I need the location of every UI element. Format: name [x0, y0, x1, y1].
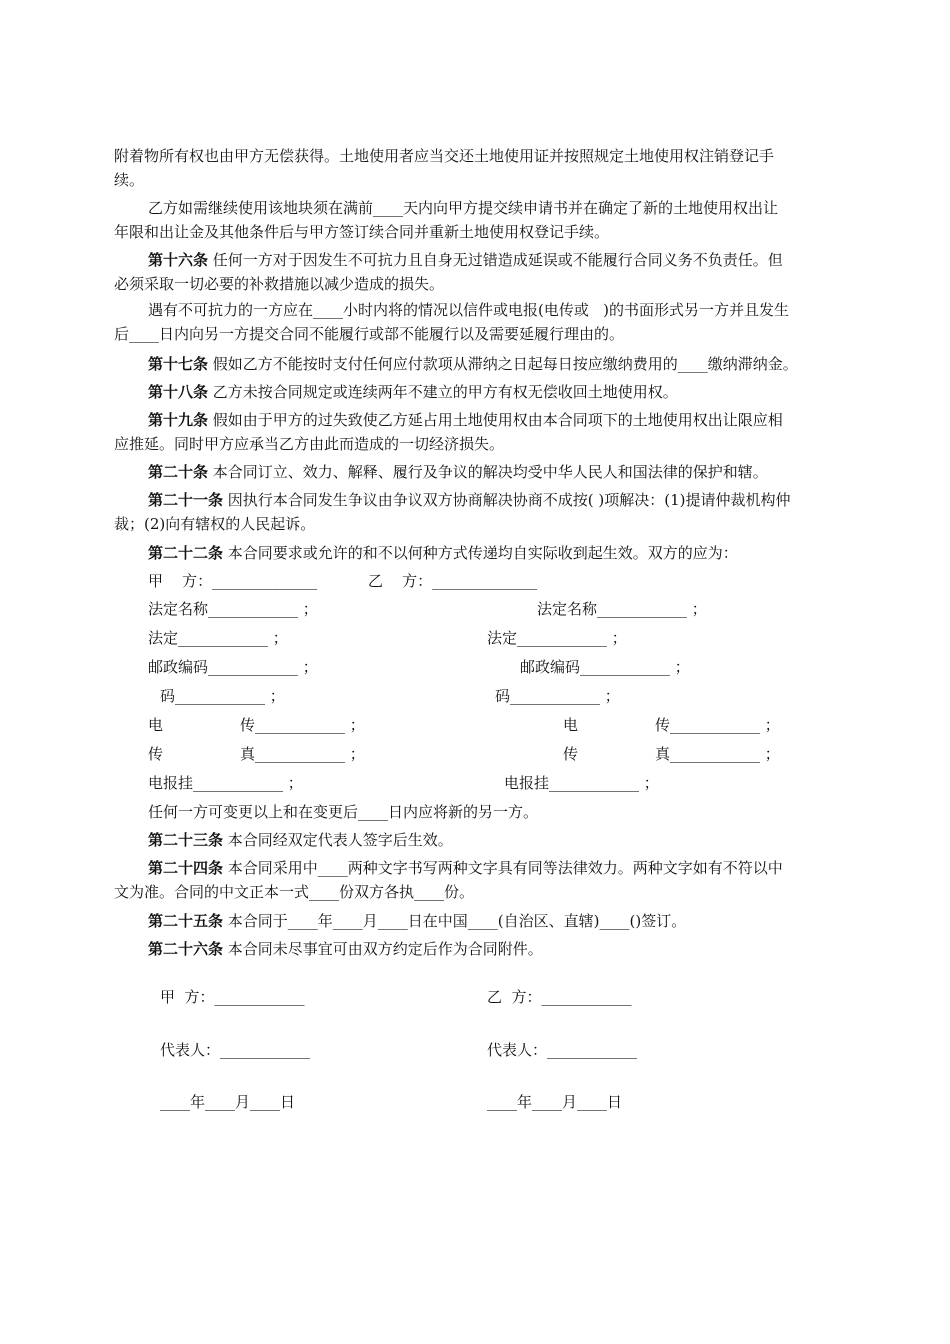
article-text: 因执行本合同发生争议由争议双方协商解决协商不成按( )项解决：(1)提请仲裁机构仲: [223, 491, 791, 509]
article-label: 第二十四条: [148, 859, 224, 877]
article-17: [148, 354, 798, 374]
tel-b-label: 电: [563, 716, 579, 734]
tel-a-label: 电: [148, 716, 164, 734]
cable-b-field: 电报挂____________ ；: [504, 774, 659, 792]
signature-party-a: 甲 方：____________: [160, 988, 305, 1006]
article-26: [148, 939, 543, 959]
article-25: [148, 911, 686, 931]
tel-b-field: 传____________ ；: [655, 716, 780, 734]
legal-b-field: 法定____________ ；: [487, 629, 627, 647]
paragraph-line: 必须采取一切必要的补救措施以减少造成的损失。: [114, 275, 445, 293]
article-label: 第二十二条: [148, 544, 224, 562]
article-label: 第十六条: [148, 251, 209, 269]
cable-a-field: 电报挂____________ ；: [148, 774, 303, 792]
article-text: 乙方未按合同规定或连续两年不建立的甲方有权无偿收回土地使用权。: [208, 383, 678, 401]
paragraph-line: 应推延。同时甲方应承当乙方由此而造成的一切经济损失。: [114, 435, 505, 453]
paragraph-line: 文为准。合同的中文正本一式____份双方各执____份。: [114, 883, 475, 901]
article-text: 任何一方对于因发生不可抗力且自身无过错造成延误或不能履行合同义务不负责任。但: [208, 251, 783, 269]
code-b-field: 码____________ ；: [495, 687, 620, 705]
article-label: 第十七条: [148, 355, 209, 373]
signature-rep-b: 代表人：____________: [487, 1041, 638, 1059]
article-label: 第十八条: [148, 383, 209, 401]
article-label: 第二十条: [148, 463, 209, 481]
paragraph-line: 后____日内向另一方提交合同不能履行或部不能履行以及需要延履行理由的。: [114, 325, 625, 343]
party-a-field: 甲 方：______________: [148, 572, 318, 590]
article-18: [148, 382, 678, 402]
article-text: 本合同采用中____两种文字书写两种文字具有同等法律效力。两种文字如有不符以中: [223, 859, 783, 877]
code-a-field: 码____________ ；: [160, 687, 285, 705]
article-19: [148, 410, 783, 430]
tel-a-field: 传____________ ；: [240, 716, 365, 734]
legal-a-field: 法定____________ ；: [148, 629, 288, 647]
article-text: 本合同于____年____月____日在中国____(自治区、直辖)____()签订。: [223, 912, 687, 930]
article-16: [148, 250, 783, 270]
legal-name-a-field: 法定名称____________ ；: [148, 600, 318, 618]
article-label: 第二十六条: [148, 940, 224, 958]
signature-date-b: ____年____月____日: [487, 1093, 623, 1111]
paragraph-line: 乙方如需继续使用该地块须在满前____天内向甲方提交续申请书并在确定了新的土地使用权出让: [148, 199, 779, 217]
change-notice: 任何一方可变更以上和在变更后____日内应将新的另一方。: [148, 803, 539, 821]
signature-date-a: ____年____月____日: [160, 1093, 296, 1111]
article-label: 第十九条: [148, 411, 209, 429]
article-text: 本合同经双定代表人签字后生效。: [223, 831, 453, 849]
article-label: 第二十一条: [148, 491, 224, 509]
fax-b-label: 传: [563, 745, 579, 763]
paragraph-line: 附着物所有权也由甲方无偿获得。土地使用者应当交还土地使用证并按照规定土地使用权注销登记手: [114, 147, 775, 165]
party-b-field: 乙 方：______________: [368, 572, 538, 590]
fax-b-field: 真____________ ；: [655, 745, 780, 763]
article-21: [148, 490, 791, 510]
article-text: 假如乙方不能按时支付任何应付款项从滞纳之日起每日按应缴纳费用的____缴纳滞纳金。: [208, 355, 798, 373]
article-text: 本合同要求或允许的和不以何种方式传递均自实际收到起生效。双方的应为：: [223, 544, 738, 562]
article-22: [148, 543, 738, 563]
paragraph-line: 裁；(2)向有辖权的人民起诉。: [114, 515, 316, 533]
signature-party-b: 乙 方：____________: [487, 988, 632, 1006]
postal-a-field: 邮政编码____________ ；: [148, 658, 318, 676]
article-text: 本合同订立、效力、解释、履行及争议的解决均受中华人民人和国法律的保护和辖。: [208, 463, 768, 481]
paragraph-line: 遇有不可抗力的一方应在____小时内将的情况以信件或电报(电传或 )的书面形式另一方并且发生: [148, 301, 790, 319]
article-text: 本合同未尽事宜可由双方约定后作为合同附件。: [223, 940, 543, 958]
postal-b-field: 邮政编码____________ ；: [520, 658, 690, 676]
article-label: 第二十五条: [148, 912, 224, 930]
article-24: [148, 858, 783, 878]
fax-a-label: 传: [148, 745, 164, 763]
legal-name-b-field: 法定名称____________ ；: [537, 600, 707, 618]
article-20: [148, 462, 768, 482]
paragraph-line: 续。: [114, 171, 145, 189]
signature-rep-a: 代表人：____________: [160, 1041, 311, 1059]
paragraph-line: 年限和出让金及其他条件后与甲方签订续合同并重新土地使用权登记手续。: [114, 223, 610, 241]
fax-a-field: 真____________ ；: [240, 745, 365, 763]
article-23: [148, 830, 453, 850]
article-text: 假如由于甲方的过失致使乙方延占用土地使用权由本合同项下的土地使用权出让限应相: [208, 411, 783, 429]
article-label: 第二十三条: [148, 831, 224, 849]
